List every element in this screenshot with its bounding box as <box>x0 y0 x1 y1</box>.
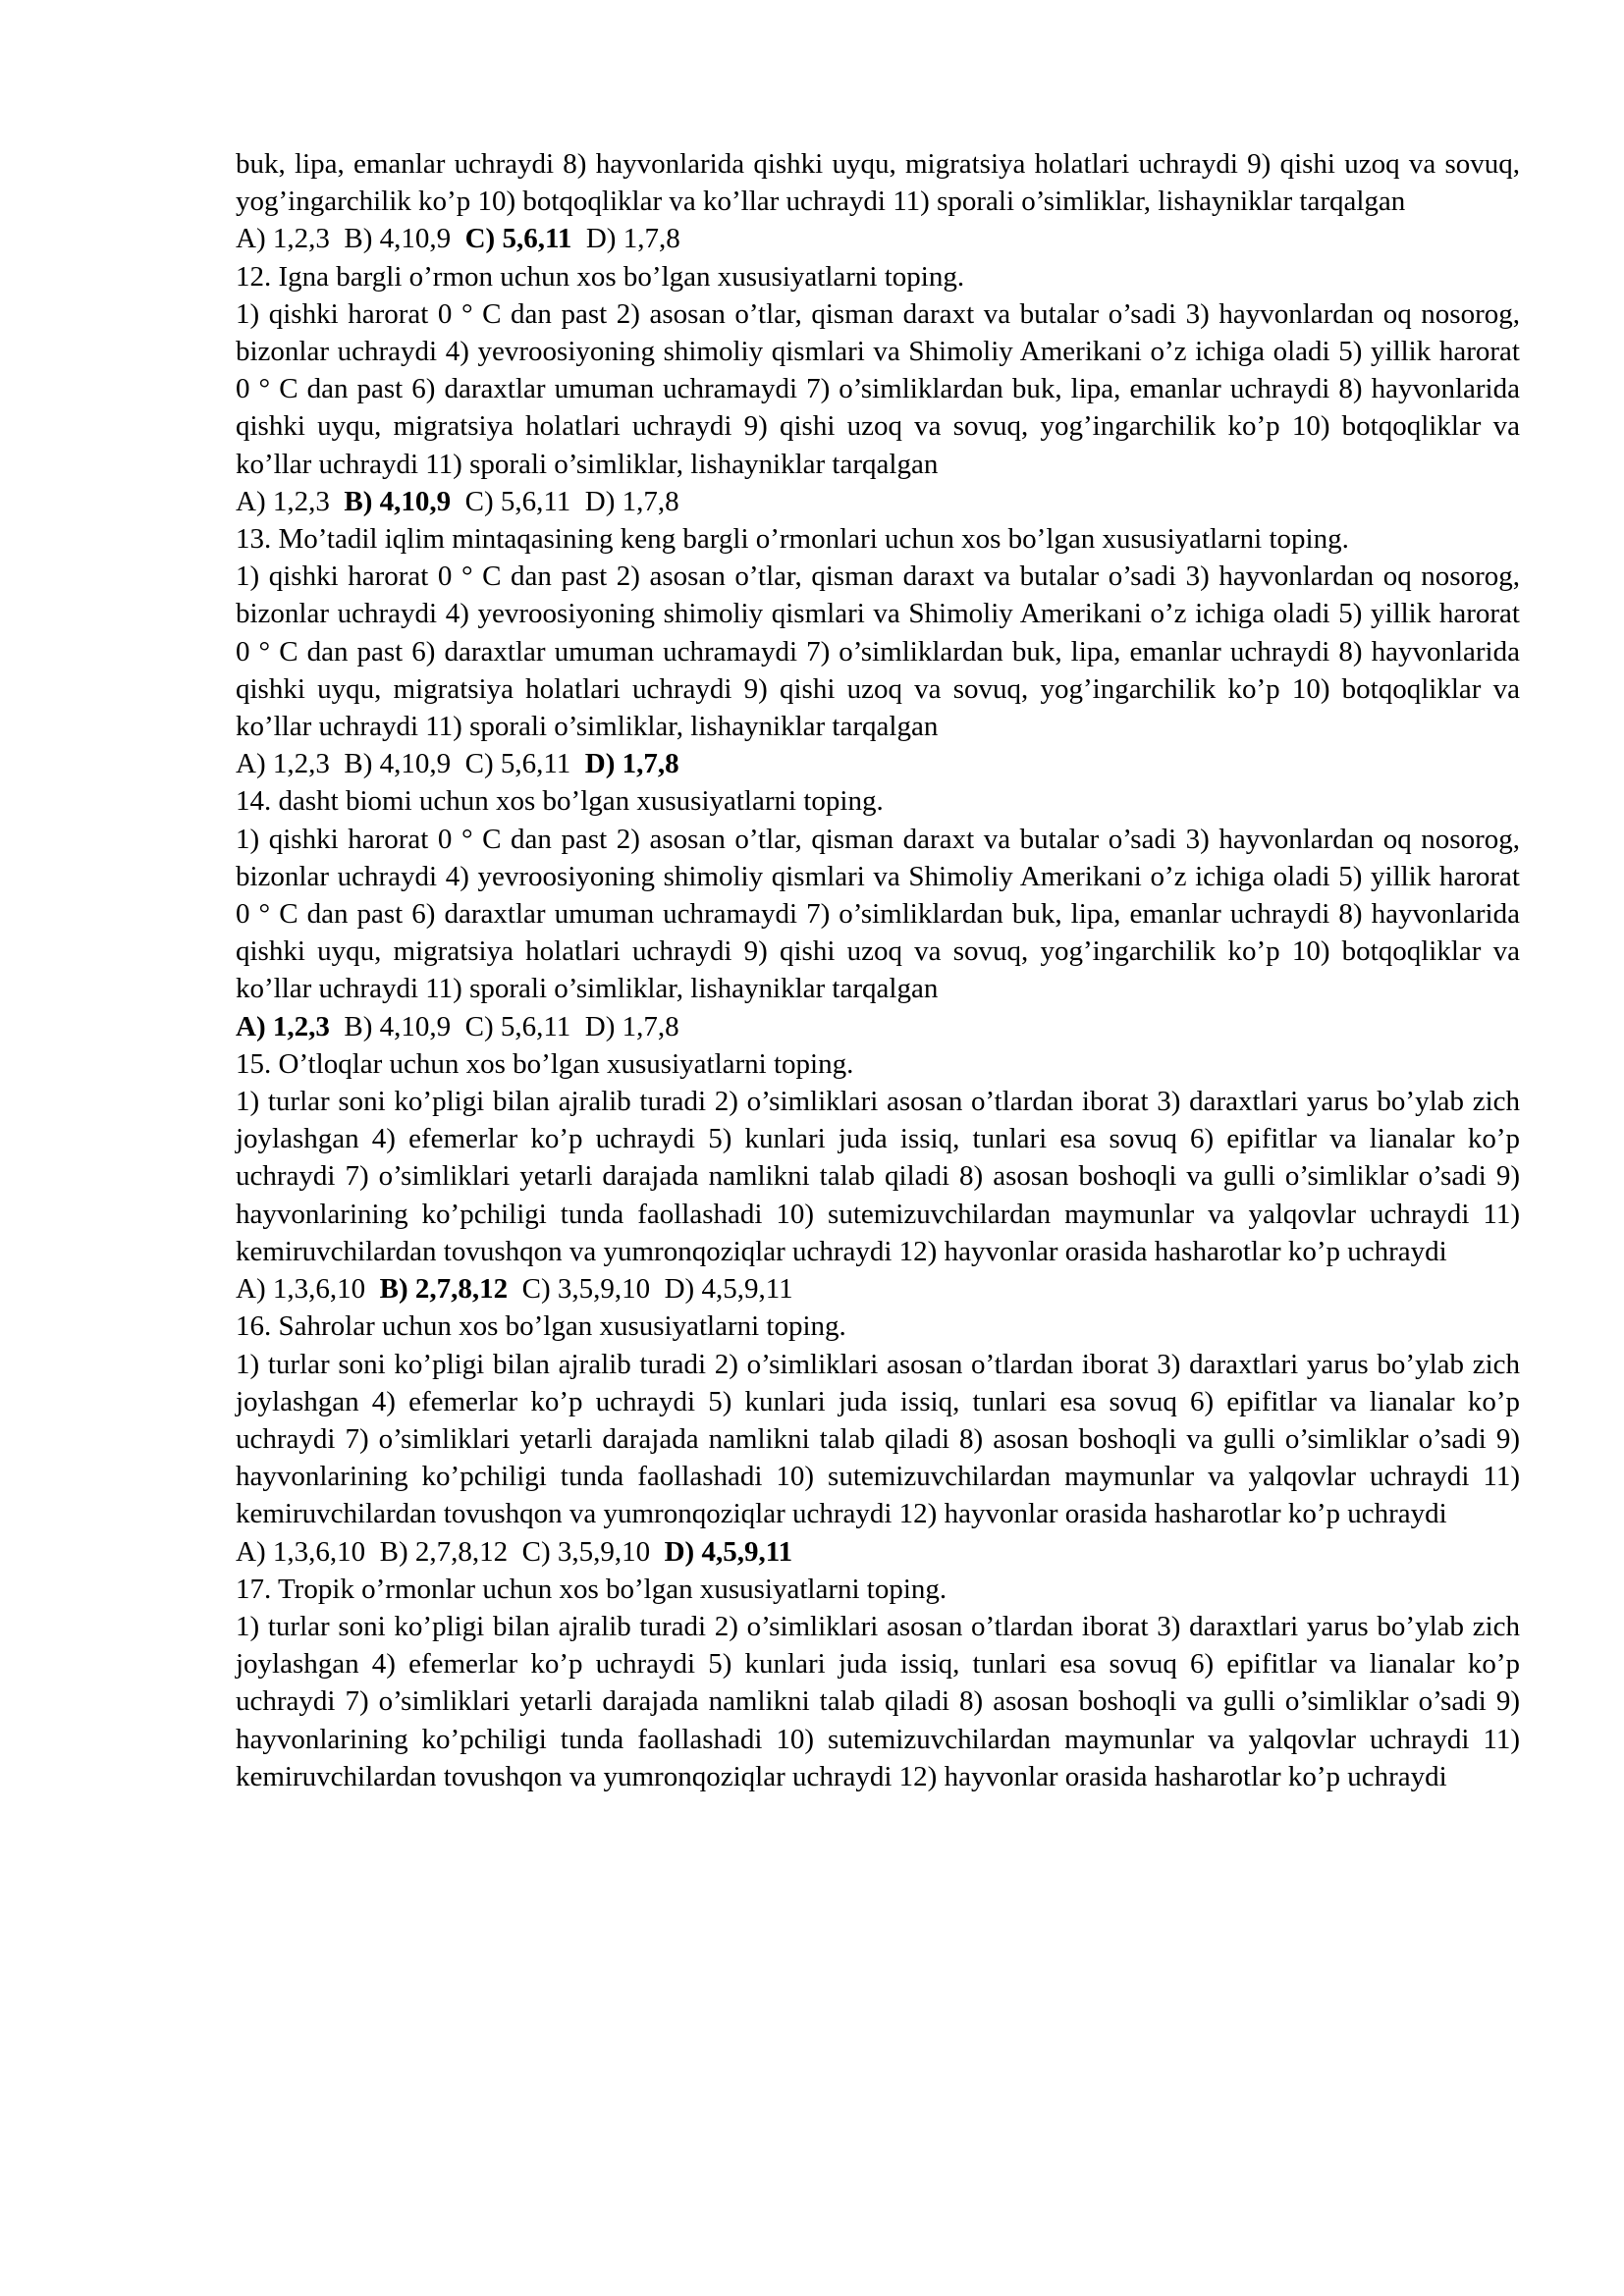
answer-options <box>236 1270 1520 1308</box>
statements-paragraph: 1) turlar soni ko’pligi bilan ajralib turadi 2) o’simliklari asosan o’tlardan iborat 3) daraxtlari yarus bo’ylab zich joylashgan 4) efemerlar ko’p uchraydi 5) kunlari juda issiq, tunlari esa sovuq 6) epifitlar va lianalar ko’p uchraydi 7) o’simliklari yetarli darajada namlikni talab qiladi 8) asosan boshoqli va gulli o’simliklar o’sadi 9) hayvonlarining ko’pchiligi tunda faollashadi 10) sutemizuvchilardan maymunlar va yalqovlar uchraydi 11) kemiruvchilardan tovushqon va yumronqoziqlar uchraydi 12) hayvonlar orasida hasharotlar ko’p uchraydi <box>236 1610 1520 1792</box>
correct-answer-option: A) 1,2,3 <box>236 1010 330 1042</box>
statements-paragraph: 1) turlar soni ko’pligi bilan ajralib turadi 2) o’simliklari asosan o’tlardan iborat 3) daraxtlari yarus bo’ylab zich joylashgan 4) efemerlar ko’p uchraydi 5) kunlari juda issiq, tunlari esa sovuq 6) epifitlar va lianalar ko’p uchraydi 7) o’simliklari yetarli darajada namlikni talab qiladi 8) asosan boshoqli va gulli o’simliklar o’sadi 9) hayvonlarining ko’pchiligi tunda faollashadi 10) sutemizuvchilardan maymunlar va yalqovlar uchraydi 11) kemiruvchilardan tovushqon va yumronqoziqlar uchraydi 12) hayvonlar orasida hasharotlar ko’p uchraydi <box>236 1086 1520 1267</box>
question-title: 12. Igna bargli o’rmon uchun xos bo’lgan xususiyatlarni toping. <box>236 260 965 293</box>
statements-paragraph: 1) qishki harorat 0 ° C dan past 2) asosan o’tlar, qisman daraxt va butalar o’sadi 3) hayvonlardan oq nosorog, bizonlar uchraydi 4) yevroosiyoning shimoliy qismlari va Shimoliy Amerikani o’z ichiga oladi 5) yillik harorat 0 ° C dan past 6) daraxtlar umuman uchramaydi 7) o’simliklardan buk, lipa, emanlar uchraydi 8) hayvonlarida qishki uyqu, migratsiya holatlari uchraydi 9) qishi uzoq va sovuq, yog’ingarchilik ko’p 10) botqoqliklar va ko’llar uchraydi 11) sporali o’simliklar, lishayniklar tarqalgan <box>236 297 1520 480</box>
answer-option: B) 4,10,9 <box>344 748 452 780</box>
answer-option: A) 1,2,3 <box>236 223 330 255</box>
answer-option: C) 5,6,11 <box>464 1010 571 1042</box>
answer-option: D) 4,5,9,11 <box>664 1273 793 1306</box>
answer-option: C) 3,5,9,10 <box>521 1273 651 1306</box>
answer-option: C) 5,6,11 <box>464 748 571 780</box>
answer-option: A) 1,3,6,10 <box>236 1273 366 1306</box>
answer-option: D) 1,7,8 <box>585 223 680 255</box>
correct-answer-option: D) 4,5,9,11 <box>664 1535 793 1568</box>
statements-paragraph: 1) qishki harorat 0 ° C dan past 2) asosan o’tlar, qisman daraxt va butalar o’sadi 3) hayvonlardan oq nosorog, bizonlar uchraydi 4) yevroosiyoning shimoliy qismlari va Shimoliy Amerikani o’z ichiga oladi 5) yillik harorat 0 ° C dan past 6) daraxtlar umuman uchramaydi 7) o’simliklardan buk, lipa, emanlar uchraydi 8) hayvonlarida qishki uyqu, migratsiya holatlari uchraydi 9) qishi uzoq va sovuq, yog’ingarchilik ko’p 10) botqoqliklar va ko’llar uchraydi 11) sporali o’simliklar, lishayniklar tarqalgan <box>236 561 1520 743</box>
statements-paragraph: 1) qishki harorat 0 ° C dan past 2) asosan o’tlar, qisman daraxt va butalar o’sadi 3) hayvonlardan oq nosorog, bizonlar uchraydi 4) yevroosiyoning shimoliy qismlari va Shimoliy Amerikani o’z ichiga oladi 5) yillik harorat 0 ° C dan past 6) daraxtlar umuman uchramaydi 7) o’simliklardan buk, lipa, emanlar uchraydi 8) hayvonlarida qishki uyqu, migratsiya holatlari uchraydi 9) qishi uzoq va sovuq, yog’ingarchilik ko’p 10) botqoqliklar va ko’llar uchraydi 11) sporali o’simliklar, lishayniklar tarqalgan <box>236 823 1520 1005</box>
correct-answer-option: B) 4,10,9 <box>344 485 452 517</box>
question-title: 17. Tropik o’rmonlar uchun xos bo’lgan xususiyatlarni toping. <box>236 1573 947 1605</box>
answer-option: A) 1,3,6,10 <box>236 1535 366 1568</box>
answer-option: D) 1,7,8 <box>584 485 679 517</box>
answer-option: B) 2,7,8,12 <box>379 1535 509 1568</box>
answer-options <box>236 745 1520 782</box>
answer-options <box>236 1533 1520 1571</box>
answer-options <box>236 220 1520 257</box>
document-page <box>236 145 1520 1795</box>
answer-option: B) 4,10,9 <box>344 1010 452 1042</box>
answer-option: B) 4,10,9 <box>344 223 452 255</box>
correct-answer-option: C) 5,6,11 <box>464 223 572 255</box>
answer-options <box>236 1008 1520 1045</box>
answer-options <box>236 483 1520 520</box>
question-title: 13. Mo’tadil iqlim mintaqasining keng bargli o’rmonlari uchun xos bo’lgan xususiyatlarni toping. <box>236 523 1349 556</box>
answer-option: D) 1,7,8 <box>584 1010 679 1042</box>
answer-option: C) 3,5,9,10 <box>521 1535 651 1568</box>
answer-option: A) 1,2,3 <box>236 485 330 517</box>
answer-option: A) 1,2,3 <box>236 748 330 780</box>
correct-answer-option: B) 2,7,8,12 <box>379 1273 509 1306</box>
correct-answer-option: D) 1,7,8 <box>584 748 679 780</box>
statements-paragraph: 1) turlar soni ko’pligi bilan ajralib turadi 2) o’simliklari asosan o’tlardan iborat 3) daraxtlari yarus bo’ylab zich joylashgan 4) efemerlar ko’p uchraydi 5) kunlari juda issiq, tunlari esa sovuq 6) epifitlar va lianalar ko’p uchraydi 7) o’simliklari yetarli darajada namlikni talab qiladi 8) asosan boshoqli va gulli o’simliklar o’sadi 9) hayvonlarining ko’pchiligi tunda faollashadi 10) sutemizuvchilardan maymunlar va yalqovlar uchraydi 11) kemiruvchilardan tovushqon va yumronqoziqlar uchraydi 12) hayvonlar orasida hasharotlar ko’p uchraydi <box>236 1348 1520 1530</box>
statements-paragraph: buk, lipa, emanlar uchraydi 8) hayvonlarida qishki uyqu, migratsiya holatlari uchraydi 9) qishi uzoq va sovuq, yog’ingarchilik ko’p 10) botqoqliklar va ko’llar uchraydi 11) sporali o’simliklar, lishayniklar tarqalgan <box>236 148 1520 218</box>
question-title: 14. dasht biomi uchun xos bo’lgan xususiyatlarni toping. <box>236 785 884 818</box>
question-title: 15. O’tloqlar uchun xos bo’lgan xususiyatlarni toping. <box>236 1047 854 1080</box>
question-title: 16. Sahrolar uchun xos bo’lgan xususiyatlarni toping. <box>236 1310 846 1343</box>
answer-option: C) 5,6,11 <box>464 485 571 517</box>
